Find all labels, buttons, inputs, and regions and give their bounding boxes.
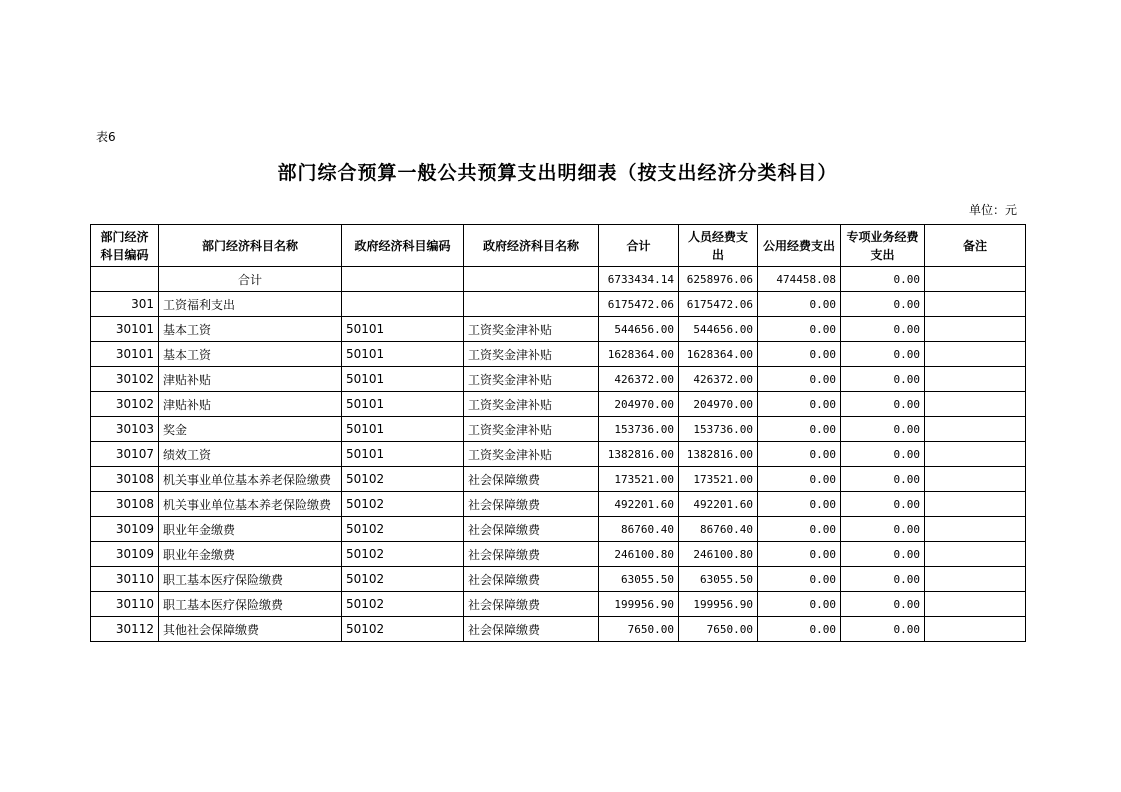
row-total: 173521.00 [599, 467, 679, 492]
row-personnel: 544656.00 [679, 317, 758, 342]
total-personnel: 6258976.06 [679, 267, 758, 292]
row-personnel: 86760.40 [679, 517, 758, 542]
row-gov-name: 工资奖金津补贴 [464, 392, 599, 417]
row-code: 30108 [91, 492, 159, 517]
table-row [91, 442, 1026, 467]
row-total: 86760.40 [599, 517, 679, 542]
row-name: 职业年金缴费 [159, 517, 342, 542]
row-gov-code: 50102 [342, 617, 464, 642]
category-name: 工资福利支出 [159, 292, 342, 317]
table-number: 表6 [96, 130, 116, 144]
row-gov-code: 50101 [342, 367, 464, 392]
row-gov-name: 社会保障缴费 [464, 542, 599, 567]
category-gov-name [464, 292, 599, 317]
row-gov-name: 工资奖金津补贴 [464, 417, 599, 442]
row-remark [925, 317, 1026, 342]
row-remark [925, 392, 1026, 417]
row-total: 544656.00 [599, 317, 679, 342]
row-public: 0.00 [758, 592, 841, 617]
row-remark [925, 342, 1026, 367]
row-public: 0.00 [758, 542, 841, 567]
total-special: 0.00 [841, 267, 925, 292]
total-gov-code-cell [342, 267, 464, 292]
header-row [91, 225, 1026, 267]
row-personnel: 199956.90 [679, 592, 758, 617]
category-gov-code [342, 292, 464, 317]
row-public: 0.00 [758, 617, 841, 642]
row-special: 0.00 [841, 592, 925, 617]
row-code: 30108 [91, 467, 159, 492]
row-gov-name: 社会保障缴费 [464, 467, 599, 492]
row-special: 0.00 [841, 492, 925, 517]
row-name: 津贴补贴 [159, 367, 342, 392]
row-special: 0.00 [841, 617, 925, 642]
row-total: 153736.00 [599, 417, 679, 442]
row-name: 绩效工资 [159, 442, 342, 467]
row-public: 0.00 [758, 467, 841, 492]
row-gov-code: 50102 [342, 542, 464, 567]
table-row [91, 542, 1026, 567]
row-name: 奖金 [159, 417, 342, 442]
row-gov-name: 工资奖金津补贴 [464, 342, 599, 367]
row-gov-name: 工资奖金津补贴 [464, 317, 599, 342]
row-remark [925, 492, 1026, 517]
row-gov-name: 工资奖金津补贴 [464, 367, 599, 392]
row-gov-code: 50102 [342, 567, 464, 592]
row-special: 0.00 [841, 567, 925, 592]
category-public: 0.00 [758, 292, 841, 317]
header-remark: 备注 [925, 225, 1026, 267]
page-title: 部门综合预算一般公共预算支出明细表（按支出经济分类科目） [277, 162, 838, 184]
row-remark [925, 542, 1026, 567]
row-name: 机关事业单位基本养老保险缴费 [159, 467, 342, 492]
row-gov-code: 50101 [342, 442, 464, 467]
budget-table [90, 224, 1026, 642]
row-name: 津贴补贴 [159, 392, 342, 417]
header-gov-code: 政府经济科目编码 [342, 225, 464, 267]
row-code: 30103 [91, 417, 159, 442]
header-public: 公用经费支出 [758, 225, 841, 267]
table-row [91, 392, 1026, 417]
category-total: 6175472.06 [599, 292, 679, 317]
header-gov-name: 政府经济科目名称 [464, 225, 599, 267]
row-public: 0.00 [758, 342, 841, 367]
row-remark [925, 517, 1026, 542]
row-public: 0.00 [758, 317, 841, 342]
row-personnel: 204970.00 [679, 392, 758, 417]
row-name: 职业年金缴费 [159, 542, 342, 567]
table-row [91, 342, 1026, 367]
row-special: 0.00 [841, 317, 925, 342]
row-personnel: 1382816.00 [679, 442, 758, 467]
table-row [91, 567, 1026, 592]
category-personnel: 6175472.06 [679, 292, 758, 317]
row-gov-name: 社会保障缴费 [464, 617, 599, 642]
row-special: 0.00 [841, 517, 925, 542]
table-row [91, 467, 1026, 492]
total-total: 6733434.14 [599, 267, 679, 292]
row-public: 0.00 [758, 567, 841, 592]
row-personnel: 492201.60 [679, 492, 758, 517]
row-total: 246100.80 [599, 542, 679, 567]
table-row [91, 592, 1026, 617]
row-special: 0.00 [841, 342, 925, 367]
row-special: 0.00 [841, 442, 925, 467]
row-personnel: 1628364.00 [679, 342, 758, 367]
row-gov-name: 社会保障缴费 [464, 592, 599, 617]
row-remark [925, 367, 1026, 392]
row-special: 0.00 [841, 467, 925, 492]
category-code: 301 [91, 292, 159, 317]
row-total: 63055.50 [599, 567, 679, 592]
row-personnel: 153736.00 [679, 417, 758, 442]
row-code: 30101 [91, 342, 159, 367]
row-code: 30110 [91, 567, 159, 592]
total-remark [925, 267, 1026, 292]
table-row [91, 417, 1026, 442]
total-label: 合计 [159, 267, 342, 292]
row-total: 492201.60 [599, 492, 679, 517]
table-row [91, 617, 1026, 642]
row-special: 0.00 [841, 417, 925, 442]
total-gov-name-cell [464, 267, 599, 292]
row-code: 30102 [91, 367, 159, 392]
row-code: 30101 [91, 317, 159, 342]
row-personnel: 426372.00 [679, 367, 758, 392]
row-total: 426372.00 [599, 367, 679, 392]
row-code: 30112 [91, 617, 159, 642]
header-special: 专项业务经费支出 [841, 225, 925, 267]
row-code: 30102 [91, 392, 159, 417]
row-special: 0.00 [841, 542, 925, 567]
row-total: 199956.90 [599, 592, 679, 617]
row-public: 0.00 [758, 442, 841, 467]
row-name: 职工基本医疗保险缴费 [159, 592, 342, 617]
row-public: 0.00 [758, 517, 841, 542]
category-row [91, 292, 1026, 317]
row-remark [925, 467, 1026, 492]
row-code: 30109 [91, 542, 159, 567]
row-special: 0.00 [841, 392, 925, 417]
total-row [91, 267, 1026, 292]
row-gov-code: 50101 [342, 392, 464, 417]
row-personnel: 173521.00 [679, 467, 758, 492]
header-dept-code: 部门经济科目编码 [91, 225, 159, 267]
row-personnel: 246100.80 [679, 542, 758, 567]
row-public: 0.00 [758, 492, 841, 517]
total-code-cell [91, 267, 159, 292]
row-name: 基本工资 [159, 317, 342, 342]
row-gov-name: 社会保障缴费 [464, 567, 599, 592]
unit-label: 单位：元 [968, 203, 1017, 217]
row-gov-code: 50101 [342, 417, 464, 442]
row-gov-code: 50102 [342, 592, 464, 617]
row-gov-code: 50102 [342, 467, 464, 492]
row-remark [925, 592, 1026, 617]
row-gov-code: 50101 [342, 317, 464, 342]
table-row [91, 492, 1026, 517]
row-code: 30107 [91, 442, 159, 467]
row-name: 基本工资 [159, 342, 342, 367]
row-gov-code: 50102 [342, 492, 464, 517]
row-remark [925, 567, 1026, 592]
row-remark [925, 617, 1026, 642]
row-special: 0.00 [841, 367, 925, 392]
header-dept-name: 部门经济科目名称 [159, 225, 342, 267]
row-name: 其他社会保障缴费 [159, 617, 342, 642]
row-public: 0.00 [758, 417, 841, 442]
row-remark [925, 442, 1026, 467]
row-total: 204970.00 [599, 392, 679, 417]
row-name: 机关事业单位基本养老保险缴费 [159, 492, 342, 517]
row-code: 30109 [91, 517, 159, 542]
row-code: 30110 [91, 592, 159, 617]
row-remark [925, 417, 1026, 442]
row-total: 7650.00 [599, 617, 679, 642]
row-total: 1628364.00 [599, 342, 679, 367]
category-special: 0.00 [841, 292, 925, 317]
row-personnel: 7650.00 [679, 617, 758, 642]
row-gov-name: 社会保障缴费 [464, 492, 599, 517]
row-personnel: 63055.50 [679, 567, 758, 592]
row-total: 1382816.00 [599, 442, 679, 467]
row-gov-name: 工资奖金津补贴 [464, 442, 599, 467]
row-name: 职工基本医疗保险缴费 [159, 567, 342, 592]
category-remark [925, 292, 1026, 317]
row-gov-code: 50101 [342, 342, 464, 367]
table-row [91, 317, 1026, 342]
table-row [91, 367, 1026, 392]
header-total: 合计 [599, 225, 679, 267]
row-public: 0.00 [758, 392, 841, 417]
row-gov-code: 50102 [342, 517, 464, 542]
row-public: 0.00 [758, 367, 841, 392]
total-public: 474458.08 [758, 267, 841, 292]
table-row [91, 517, 1026, 542]
row-gov-name: 社会保障缴费 [464, 517, 599, 542]
header-personnel: 人员经费支出 [679, 225, 758, 267]
